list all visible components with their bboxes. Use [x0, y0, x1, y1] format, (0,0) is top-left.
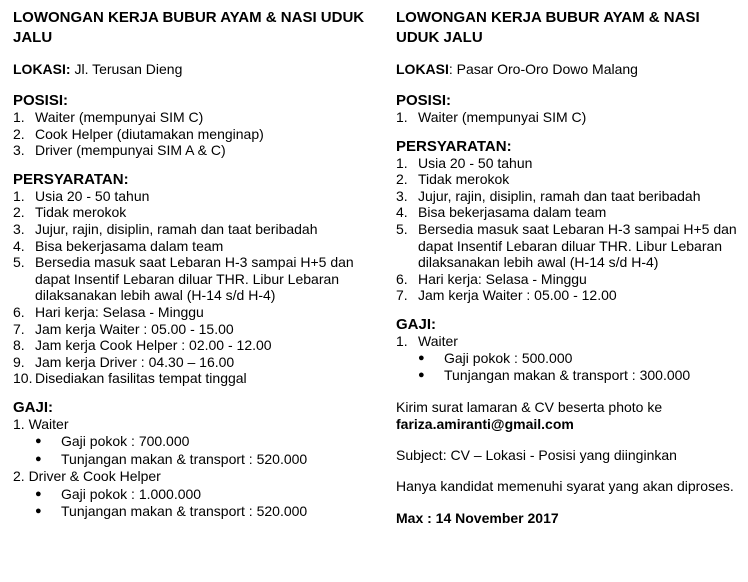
- salary-section: [396, 316, 746, 385]
- list-item: ● Gaji pokok : 1.000.000: [35, 485, 202, 502]
- posting-title: LOWONGAN KERJA BUBUR AYAM & NASI UDUK JALU: [13, 9, 365, 46]
- salary-group-list: [396, 333, 746, 350]
- requirements-section: [396, 138, 746, 304]
- list-item: 4. Bisa bekerjasama dalam team: [396, 204, 607, 221]
- list-item: 1. Usia 20 - 50 tahun: [396, 154, 533, 171]
- location-value: Jl. Terusan Dieng: [70, 61, 183, 77]
- location-value: : Pasar Oro-Oro Dowo Malang: [448, 61, 638, 77]
- requirements-heading: PERSYARATAN:: [396, 137, 512, 155]
- send-text: Kirim surat lamaran & CV beserta photo ke: [396, 398, 663, 415]
- requirements-list: [13, 188, 373, 387]
- list-item: 7. Jam kerja Waiter : 05.00 - 15.00: [13, 320, 234, 337]
- list-item: 6. Hari kerja: Selasa - Minggu: [13, 303, 204, 320]
- list-item: 1. Usia 20 - 50 tahun: [13, 187, 150, 204]
- salary-list: [13, 433, 373, 468]
- location-line: [13, 60, 373, 78]
- list-item: 3. Driver (mempunyai SIM A & C): [13, 142, 226, 159]
- position-heading: POSISI:: [396, 92, 452, 109]
- bullet-icon: ●: [35, 435, 42, 448]
- list-item: 8. Jam kerja Cook Helper : 02.00 - 12.00: [13, 337, 272, 354]
- email-address: fariza.amiranti@gmail.com: [396, 415, 574, 432]
- salary-heading: GAJI:: [13, 398, 54, 416]
- list-item: 2. Cook Helper (diutamakan menginap): [13, 125, 264, 142]
- list-item: ● Gaji pokok : 500.000: [418, 349, 573, 366]
- list-item: 3. Jujur, rajin, disiplin, ramah dan taat beribadah: [396, 187, 701, 204]
- list-item: ● Tunjangan makan & transport : 520.000: [35, 450, 308, 467]
- left-job-posting: [13, 8, 373, 521]
- list-item: 10. Disediakan fasilitas tempat tinggal: [13, 370, 247, 387]
- requirements-heading: PERSYARATAN:: [13, 170, 129, 188]
- salary-section: [13, 399, 373, 521]
- list-item: 3. Jujur, rajin, disiplin, ramah dan taat beribadah: [13, 220, 318, 237]
- list-item: 1. Waiter (mempunyai SIM C): [13, 109, 204, 125]
- list-item: ● Tunjangan makan & transport : 300.000: [418, 367, 691, 384]
- position-section: [396, 92, 746, 126]
- list-item: ● Gaji pokok : 700.000: [35, 433, 190, 450]
- location-label: LOKASI: [396, 61, 449, 77]
- deadline: Max : 14 November 2017: [396, 509, 559, 526]
- salary-heading: GAJI:: [396, 315, 437, 333]
- position-list: [396, 109, 746, 126]
- send-instructions: [396, 399, 746, 433]
- location-label: LOKASI:: [13, 61, 71, 77]
- position-heading: POSISI:: [13, 92, 69, 109]
- list-item: 5. Bersedia masuk saat Lebaran H-3 sampai H+5 dan dapat Insentif Lebaran diluar THR. Libur Lebaran dilaksanakan lebih awal (H-14 s/d H-4): [396, 220, 737, 271]
- bullet-icon: ●: [35, 505, 42, 518]
- list-item: 9. Jam kerja Driver : 04.30 – 16.00: [13, 353, 235, 370]
- list-item: 6. Hari kerja: Selasa - Minggu: [396, 270, 587, 287]
- position-list: [13, 109, 373, 159]
- list-item: 2. Tidak merokok: [13, 204, 127, 221]
- location-line: [396, 60, 746, 78]
- list-item: ● Tunjangan makan & transport : 520.000: [35, 503, 308, 520]
- list-item: 2. Tidak merokok: [396, 171, 510, 188]
- salary-group-heading: 1. Waiter: [13, 415, 69, 432]
- bullet-icon: ●: [418, 351, 425, 364]
- list-item: 1. Waiter: [396, 332, 458, 349]
- requirements-list: [396, 155, 746, 304]
- posting-title: LOWONGAN KERJA BUBUR AYAM & NASI UDUK JALU: [396, 9, 700, 46]
- salary-group-heading: 2. Driver & Cook Helper: [13, 468, 161, 485]
- list-item: 4. Bisa bekerjasama dalam team: [13, 237, 224, 254]
- requirements-section: [13, 171, 373, 387]
- list-item: 5. Bersedia masuk saat Lebaran H-3 sampai H+5 dan dapat Insentif Lebaran diluar THR. Libur Lebaran dilaksanakan lebih awal (H-14 s/d H-4): [13, 254, 354, 304]
- right-job-posting: [396, 8, 746, 527]
- bullet-icon: ●: [418, 369, 425, 382]
- salary-list: [13, 486, 373, 521]
- list-item: 7. Jam kerja Waiter : 05.00 - 12.00: [396, 287, 617, 304]
- bullet-icon: ●: [35, 452, 42, 465]
- list-item: 1. Waiter (mempunyai SIM C): [396, 109, 587, 125]
- subject-line: Subject: CV – Lokasi - Posisi yang diinginkan: [396, 446, 677, 463]
- salary-list: [396, 350, 746, 385]
- bullet-icon: ●: [35, 487, 42, 500]
- candidate-note: Hanya kandidat memenuhi syarat yang akan diproses.: [396, 477, 734, 494]
- position-section: [13, 92, 373, 159]
